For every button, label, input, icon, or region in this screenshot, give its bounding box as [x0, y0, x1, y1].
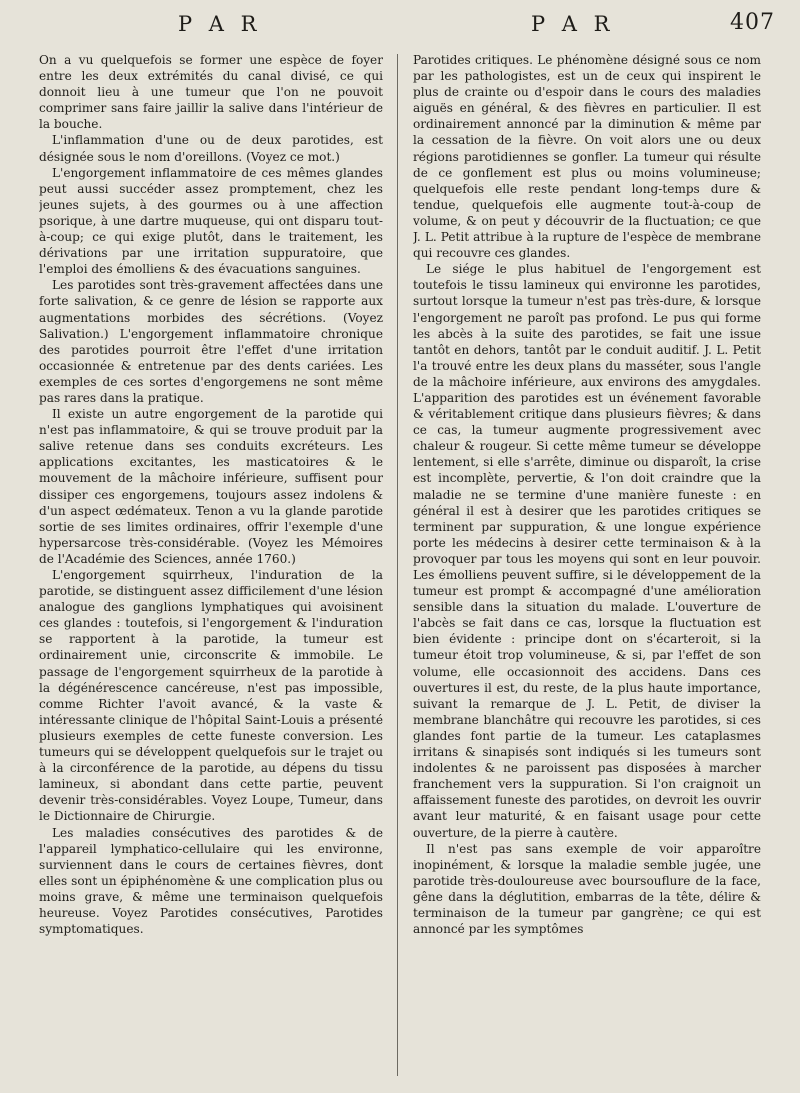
paragraph: Les maladies consécutives des parotides & de l'appareil lymphatico-cellulaire qui les environne, surviennent dans le cours de certaines fièvres, dont elles sont un épiphénomène & une complication plus ou moins grave, & même une terminaison quelquefois heureuse. Voyez Parotides consécutives, Parotides symptomatiques. [39, 825, 383, 937]
header-title-left: P A R [178, 12, 262, 36]
left-column [39, 52, 383, 1087]
paragraph: Les parotides sont très-gravement affectées dans une forte salivation, & ce genre de lésion se rapporte aux augmentations morbides des sécrétions. (Voyez Salivation.) L'engorgement inflammatoire chronique des parotides pourroit être l'effet d'une irritation occasionnée & entretenue par des dents cariées. Les exemples de ces sortes d'engorgemens ne sont même pas rares dans la pratique. [39, 278, 383, 405]
paragraph: Il existe un autre engorgement de la parotide qui n'est pas inflammatoire, & qui se trouve produit par la salive retenue dans ses conduits excréteurs. Les applications excitantes, les masticatoires & le mouvement de la mâchoire inférieure, suffisent pour dissiper ces engorgemens, toujours assez indolens & d'un aspect œdémateux. Tenon a vu la glande parotide sortie de ses limites ordinaires, offrir l'exemple d'une hypersarcose très-considérable. (Voyez les Mémoires de l'Académie des Sciences, année 1760.) [39, 407, 383, 566]
paragraph: On a vu quelquefois se former une espèce de foyer entre les deux extrémités du canal divisé, ce qui donnoit lieu à une tumeur que l'on ne pouvoit comprimer sans faire jaillir la salive dans l'intérieur de la bouche. [39, 53, 383, 132]
paragraph: Il n'est pas sans exemple de voir apparoître inopinément, & lorsque la maladie semble jugée, une parotide très-douloureuse avec boursouflure de la face, gêne dans la déglutition, embarras de la tête, délire & terminaison de la tumeur par gangrène; ce qui est annoncé par les symptômes [413, 841, 761, 937]
column-divider [397, 54, 398, 1076]
paragraph: Le siége le plus habituel de l'engorgement est toutefois le tissu lamineux qui environne les parotides, surtout lorsque la tumeur n'est pas très-dure, & lorsque l'engorgement ne paroît pas profond. Le pus qui forme les abcès à la suite des parotides, se fait une issue tantôt en dehors, tantôt par le conduit auditif. J. L. Petit l'a trouvé entre les deux plans du masséter, sous l'angle de la mâchoire inférieure, aux environs des amygdales. L'apparition des parotides est un événement favorable & véritablement critique dans plusieurs fièvres; & dans ce cas, la tumeur augmente progressivement avec chaleur & rougeur. Si cette même tumeur se développe lentement, si elle s'arrête, diminue ou disparoît, la crise est incomplète, pervertie, & l'on doit craindre que la maladie ne se termine d'une manière funeste : en général il est à desirer que les parotides critiques se terminent par suppuration, & une longue expérience porte les médecins à desirer cette terminaison & à la provoquer par tous les moyens qui sont en leur pouvoir. Les émolliens peuvent suffire, si le développement de la tumeur est prompt & accompagné d'une amélioration sensible dans la situation du malade. L'ouverture de l'abcès se fait dans ce cas, lorsque la fluctuation est bien évidente : principe dont on s'écarteroit, si la tumeur étoit trop volumineuse, & si, par l'effet de son volume, elle occasionnoit des accidens. Dans ces ouvertures il est, du reste, de la plus haute importance, suivant la remarque de J. L. Petit, de diviser la membrane blanchâtre qui recouvre les parotides, si ces glandes font partie de la tumeur. Les cataplasmes irritans & sinapisés sont indiqués si les tumeurs sont indolentes & ne paroissent pas disposées à marcher franchement vers la suppuration. Si l'on craignoit un affaissement funeste des parotides, on devroit les ouvrir avant leur maturité, & en faisant usage pour cette ouverture, de la pierre à cautère. [413, 262, 761, 840]
page-number: 407 [730, 10, 775, 35]
paragraph: Parotides critiques. Le phénomène désigné sous ce nom par les pathologistes, est un de ceux qui inspirent le plus de crainte ou d'espoir dans le cours des maladies aiguës en général, & des fièvres en particulier. Il est ordinairement annoncé par la diminution & même par la cessation de la fièvre. On voit alors une ou deux régions parotidiennes se gonfler. La tumeur qui résulte de ce gonflement est plus ou moins volumineuse; quelquefois elle reste pendant long-temps dure & tendue, quelquefois elle augmente tout-à-coup de volume, & on peut y découvrir de la fluctuation; ce que J. L. Petit attribue à la rupture de l'espèce de membrane qui recouvre ces glandes. [413, 53, 761, 261]
paragraph: L'inflammation d'une ou de deux parotides, est désignée sous le nom d'oreillons. (Voyez ce mot.) [39, 133, 383, 164]
right-column [413, 52, 761, 1087]
paragraph: L'engorgement squirrheux, l'induration de la parotide, se distinguent assez difficilement d'une lésion analogue des ganglions lymphatiques qui avoisinent ces glandes : toutefois, si l'engorgement & l'induration se rapportent à la parotide, la tumeur est ordinairement unie, circonscrite & immobile. Le passage de l'engorgement squirrheux de la parotide à la dégénérescence cancéreuse, n'est pas impossible, comme Richter l'avoit avancé, & la vaste & intéressante clinique de l'hôpital Saint-Louis a présenté plusieurs exemples de cette funeste conversion. Les tumeurs qui se développent quelquefois sur le trajet ou à la circonférence de la parotide, au dépens du tissu lamineux, si abondant dans cette partie, peuvent devenir très-considérables. Voyez Loupe, Tumeur, dans le Dictionnaire de Chirurgie. [39, 568, 383, 824]
header-title-right: P A R [531, 12, 615, 36]
paragraph: L'engorgement inflammatoire de ces mêmes glandes peut aussi succéder assez promptement, chez les jeunes sujets, à des gourmes ou à une affection psorique, à une dartre muqueuse, qui ont disparu tout-à-coup; ce qui exige plutôt, dans le traitement, les dérivations par une irritation suppuratoire, que l'emploi des émolliens & des évacuations sanguines. [39, 165, 383, 277]
running-header [0, 10, 800, 44]
